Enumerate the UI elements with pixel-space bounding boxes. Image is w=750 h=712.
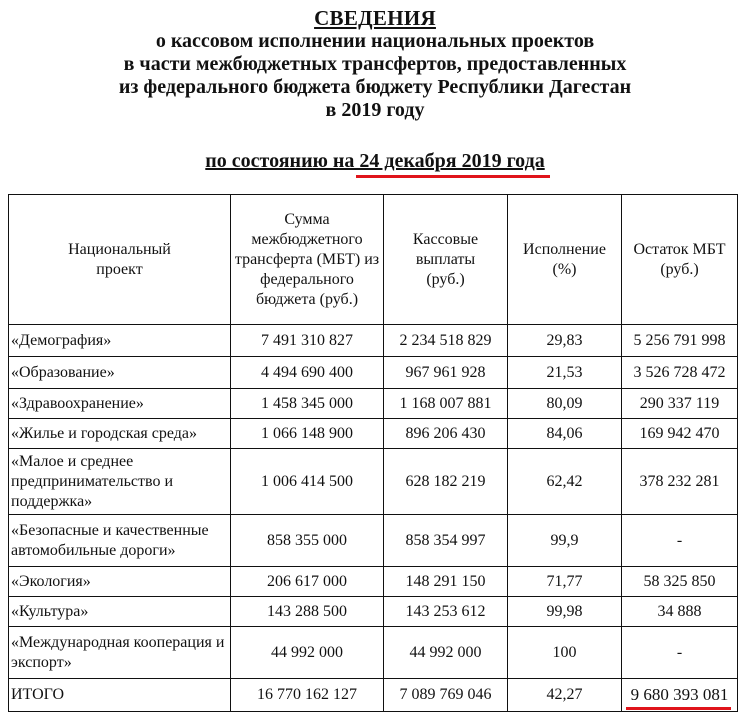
table-row — [9, 419, 738, 449]
execution-cell: 100 — [508, 627, 622, 679]
table-row — [9, 567, 738, 597]
table-body — [9, 325, 738, 712]
mbt-amount-cell: 44 992 000 — [231, 627, 384, 679]
subtitle-line-3: из федерального бюджета бюджету Республики Дагестан — [118, 76, 632, 98]
cash-payments-cell: 148 291 150 — [384, 567, 508, 597]
execution-cell: 29,83 — [508, 325, 622, 357]
document-title: СВЕДЕНИЯ — [314, 6, 436, 30]
report-date-wrap — [0, 149, 750, 173]
subtitle-line-1: о кассовом исполнении национальных проектов — [155, 30, 595, 52]
table-row — [9, 389, 738, 419]
header-mbt-amount: Сумма межбюджетного трансферта (МБТ) из федерального бюджета (руб.) — [231, 195, 384, 325]
total-remainder-value: 9 680 393 081 — [630, 684, 729, 704]
table-header-row — [9, 195, 738, 325]
table-row — [9, 357, 738, 389]
execution-cell: 99,9 — [508, 515, 622, 567]
project-name-cell: «Безопасные и качественные автомобильные дороги» — [9, 515, 231, 567]
cash-payments-cell: 2 234 518 829 — [384, 325, 508, 357]
project-name-cell: «Демография» — [9, 325, 231, 357]
mbt-amount-cell: 4 494 690 400 — [231, 357, 384, 389]
cash-payments-cell: 628 182 219 — [384, 449, 508, 515]
mbt-amount-cell: 143 288 500 — [231, 597, 384, 627]
table-row — [9, 597, 738, 627]
cash-payments-cell: 967 961 928 — [384, 357, 508, 389]
remainder-cell: 290 337 119 — [622, 389, 738, 419]
report-date: по состоянию на 24 декабря 2019 года — [205, 150, 545, 172]
subtitle-line-2: в части межбюджетных трансфертов, предоставленных — [123, 53, 627, 75]
cash-payments-cell: 858 354 997 — [384, 515, 508, 567]
header-project: Национальный проект — [9, 195, 231, 325]
remainder-cell: - — [622, 627, 738, 679]
project-name-cell: «Жилье и городская среда» — [9, 419, 231, 449]
table-row — [9, 627, 738, 679]
header-execution: Исполнение (%) — [508, 195, 622, 325]
remainder-cell: 5 256 791 998 — [622, 325, 738, 357]
project-name-cell: «Экология» — [9, 567, 231, 597]
total-highlight-underline — [626, 707, 731, 710]
mbt-amount-cell: 1 006 414 500 — [231, 449, 384, 515]
project-name-cell: «Культура» — [9, 597, 231, 627]
mbt-amount-cell: 206 617 000 — [231, 567, 384, 597]
remainder-cell: 378 232 281 — [622, 449, 738, 515]
table-row — [9, 325, 738, 357]
table-row — [9, 449, 738, 515]
document-header — [0, 6, 750, 122]
table-total-row — [9, 679, 738, 712]
header-cash-payments: Кассовые выплаты (руб.) — [384, 195, 508, 325]
remainder-cell: 169 942 470 — [622, 419, 738, 449]
cash-payments-cell: 1 168 007 881 — [384, 389, 508, 419]
mbt-amount-cell: 16 770 162 127 — [231, 679, 384, 712]
mbt-amount-cell: 1 066 148 900 — [231, 419, 384, 449]
remainder-cell: 3 526 728 472 — [622, 357, 738, 389]
execution-cell: 80,09 — [508, 389, 622, 419]
remainder-cell: 34 888 — [622, 597, 738, 627]
cash-payments-cell: 7 089 769 046 — [384, 679, 508, 712]
mbt-amount-cell: 1 458 345 000 — [231, 389, 384, 419]
date-highlight-underline — [356, 175, 550, 178]
execution-cell: 71,77 — [508, 567, 622, 597]
execution-cell: 42,27 — [508, 679, 622, 712]
remainder-cell — [622, 679, 738, 712]
subtitle-line-4: в 2019 году — [325, 99, 425, 121]
execution-cell: 62,42 — [508, 449, 622, 515]
remainder-cell: - — [622, 515, 738, 567]
project-name-cell: «Международная кооперация и экспорт» — [9, 627, 231, 679]
execution-cell: 21,53 — [508, 357, 622, 389]
project-name-cell: «Малое и среднее предпринимательство и поддержка» — [9, 449, 231, 515]
execution-cell: 99,98 — [508, 597, 622, 627]
table-row — [9, 515, 738, 567]
project-name-cell: «Здравоохранение» — [9, 389, 231, 419]
project-name-cell: ИТОГО — [9, 679, 231, 712]
mbt-amount-cell: 7 491 310 827 — [231, 325, 384, 357]
remainder-cell: 58 325 850 — [622, 567, 738, 597]
cash-payments-cell: 896 206 430 — [384, 419, 508, 449]
execution-cell: 84,06 — [508, 419, 622, 449]
header-remainder: Остаток МБТ (руб.) — [622, 195, 738, 325]
cash-payments-cell: 143 253 612 — [384, 597, 508, 627]
cash-payments-cell: 44 992 000 — [384, 627, 508, 679]
national-projects-table — [8, 194, 738, 712]
project-name-cell: «Образование» — [9, 357, 231, 389]
mbt-amount-cell: 858 355 000 — [231, 515, 384, 567]
